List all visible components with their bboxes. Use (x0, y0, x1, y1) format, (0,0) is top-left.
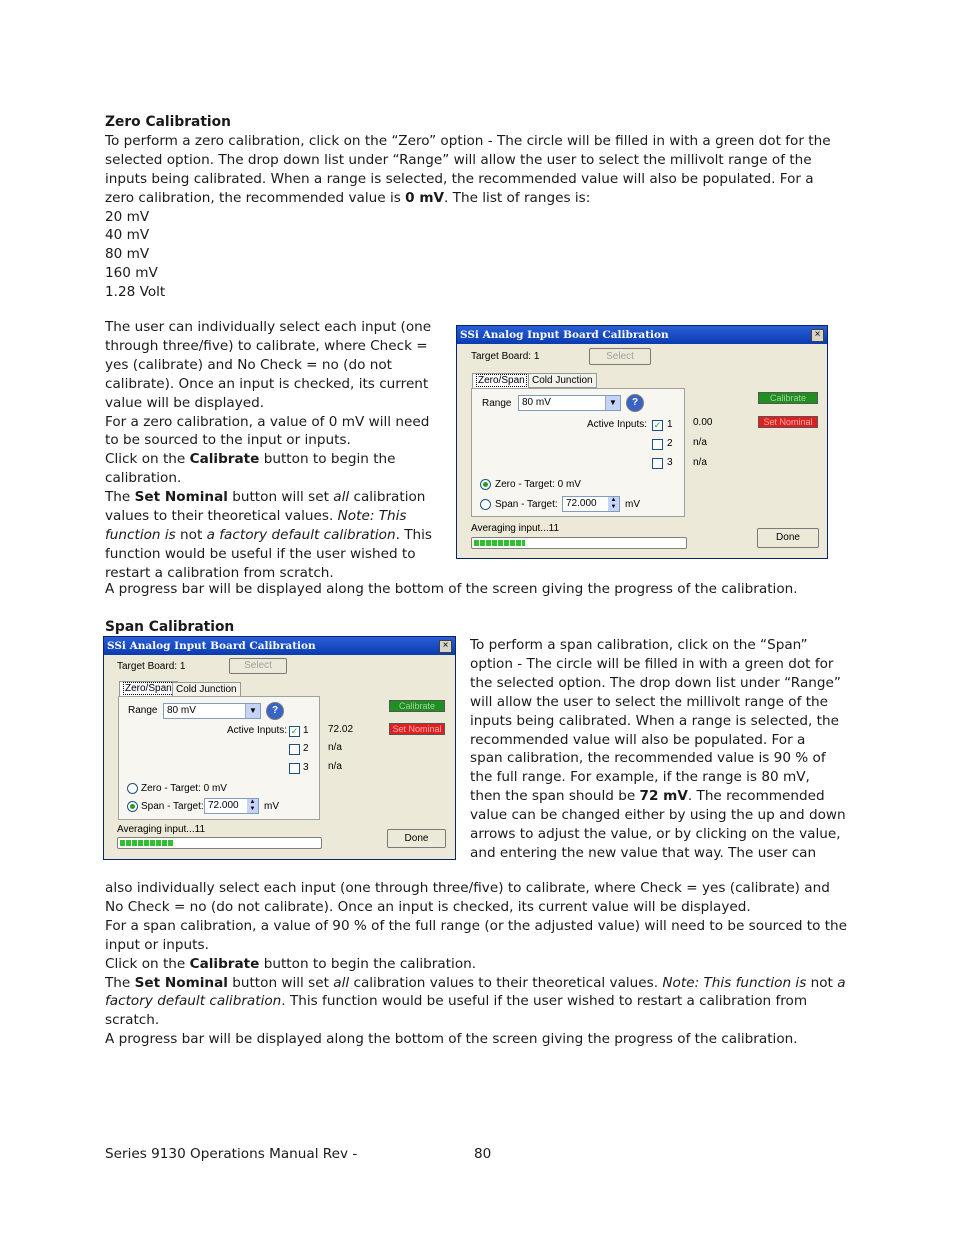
text-line: function is not a factory default calibration. This (105, 526, 432, 543)
input-1-checkbox[interactable]: ✓ (653, 420, 662, 430)
span-target-label: Span - Target: (495, 499, 558, 510)
input-1-value: 72.02 (328, 724, 354, 735)
select-button[interactable]: Select (589, 348, 651, 365)
span-value-input[interactable]: 72.000 ▲ ▼ (562, 496, 620, 512)
unit-label: mV (264, 801, 279, 812)
zero-target-label: Zero - Target: 0 mV (495, 479, 581, 490)
progress-fill (474, 540, 525, 546)
range-item: 160 mV (105, 265, 158, 282)
close-icon[interactable]: × (811, 329, 824, 342)
done-button[interactable]: Done (757, 528, 819, 548)
span-bottom-text (105, 879, 865, 1049)
calibrate-button[interactable]: Calibrate (758, 392, 818, 404)
done-button[interactable]: Done (387, 829, 446, 848)
active-inputs-label: Active Inputs: (227, 725, 288, 736)
averaging-label: Averaging input...11 (471, 523, 560, 534)
spinner-arrows-icon[interactable]: ▲ ▼ (608, 497, 619, 511)
chevron-down-icon: ▼ (245, 704, 260, 718)
help-icon[interactable]: ? (267, 703, 283, 719)
text-line: also individually select each input (one through three/five) to calibrate, where Check = yes (calibrate) and (105, 880, 830, 896)
input-2-checkbox[interactable] (652, 439, 663, 450)
target-board-label: Target Board: 1 (117, 661, 186, 672)
range-dropdown[interactable]: 80 mV ▼ (518, 395, 621, 411)
select-button[interactable]: Select (229, 658, 287, 674)
input-3-label: 3 (667, 457, 673, 468)
range-dropdown[interactable]: 80 mV ▼ (163, 703, 261, 719)
span-target-label: Span - Target: (141, 801, 204, 812)
text-line: then the span should be 72 mV. The recommended (470, 788, 825, 805)
calibration-dialog-span (103, 636, 456, 860)
close-icon[interactable]: × (439, 640, 452, 653)
range-label: Range (482, 398, 512, 409)
range-item: 1.28 Volt (105, 284, 166, 301)
zero-para-line: selected option. The drop down list under “Range” will allow the user to select the millivolt range of the (105, 151, 812, 168)
footer-manual: Series 9130 Operations Manual Rev - (105, 1146, 358, 1162)
text-line: The user can individually select each input (one (105, 319, 432, 335)
text-line: To perform a span calibration, click on the “Span” (470, 637, 808, 653)
input-2-label: 2 (303, 743, 309, 754)
text-line: restart a calibration from scratch. (105, 564, 334, 581)
tab-cold-junction[interactable]: Cold Junction (528, 373, 597, 388)
text-line: Click on the Calibrate button to begin the (105, 451, 396, 468)
text-line: the selected option. The drop down list under “Range” (470, 674, 841, 691)
text-line: values to their theoretical values. Note: This (105, 508, 407, 525)
input-2-label: 2 (667, 438, 673, 449)
averaging-label: Averaging input...11 (117, 824, 206, 835)
help-icon[interactable]: ? (627, 395, 643, 411)
text-line: and entering the new value that way. The user can (470, 844, 817, 861)
calibration-dialog-zero (456, 325, 828, 559)
text-line: For a zero calibration, a value of 0 mV will need (105, 413, 430, 430)
text-line: through three/five) to calibrate, where Check = (105, 337, 428, 354)
text-line: scratch. (105, 1012, 160, 1029)
span-right-text (470, 636, 870, 863)
zero-radio[interactable] (127, 783, 138, 794)
zero-para-line: inputs being calibrated. When a range is selected, the recommended value will also be populated. For a (105, 170, 814, 187)
input-2-value: n/a (693, 437, 707, 448)
text-line: The Set Nominal button will set all calibration (105, 489, 426, 506)
text-line: No Check = no (do not calibrate). Once an input is checked, its current value will be displayed. (105, 898, 751, 915)
text-line: calibrate). Once an input is checked, its current (105, 375, 429, 392)
zero-para-line: To perform a zero calibration, click on the “Zero” option - The circle will be filled in with a green dot for the (105, 132, 831, 149)
text-line: arrows to adjust the value, or by clicking on the value, (470, 826, 841, 843)
zero-left-text (105, 318, 445, 583)
range-item: 80 mV (105, 246, 150, 263)
span-radio[interactable] (480, 499, 491, 510)
input-2-value: n/a (328, 742, 342, 753)
text-line: input or inputs. (105, 936, 209, 953)
text-line: Click on the Calibrate button to begin the calibration. (105, 955, 477, 972)
span-value-input[interactable]: 72.000 ▲ ▼ (204, 798, 259, 814)
tab-zero-span[interactable]: Zero/Span (119, 681, 178, 697)
dialog-title: SSi Analog Input Board Calibration (457, 326, 827, 344)
input-3-value: n/a (328, 761, 342, 772)
zero-span-panel (471, 388, 685, 517)
dialog-title: SSi Analog Input Board Calibration (104, 637, 455, 655)
text-line: factory default calibration. This function would be useful if the user wished to restart a calibration from (105, 993, 808, 1010)
range-item: 20 mV (105, 208, 150, 225)
zero-para-line: zero calibration, the recommended value is 0 mV. The list of ranges is: (105, 189, 591, 206)
progress-fill (120, 840, 173, 846)
text-line: value will be displayed. (105, 394, 265, 411)
text-line: A progress bar will be displayed along the bottom of the screen giving the progress of the calibration. (105, 1031, 798, 1048)
calibrate-button[interactable]: Calibrate (389, 700, 445, 712)
range-label: Range (128, 705, 158, 716)
input-1-value: 0.00 (693, 417, 713, 428)
range-item: 40 mV (105, 227, 150, 244)
input-1-label: 1 (667, 419, 673, 430)
unit-label: mV (625, 499, 640, 510)
input-3-checkbox[interactable] (289, 763, 300, 774)
progress-bar (117, 837, 322, 849)
page-number: 80 (474, 1146, 492, 1162)
span-heading: Span Calibration (105, 619, 235, 635)
text-line: will allow the user to select the millivolt range of the (470, 693, 829, 710)
spinner-arrows-icon[interactable]: ▲ ▼ (247, 799, 258, 813)
text-line: the full range. For example, if the range is 80 mV, (470, 769, 810, 786)
text-line: yes (calibrate) and No Check = no (do not (105, 356, 392, 373)
zero-target-label: Zero - Target: 0 mV (141, 783, 227, 794)
set-nominal-button[interactable]: Set Nominal (758, 416, 818, 428)
text-line: option - The circle will be filled in with a green dot for (470, 655, 834, 672)
input-3-checkbox[interactable] (652, 458, 663, 469)
input-3-label: 3 (303, 762, 309, 773)
text-line: The Set Nominal button will set all calibration values to their theoretical values. Note: This function is not a (105, 974, 846, 991)
tab-zero-span[interactable]: Zero/Span (472, 373, 531, 389)
input-2-checkbox[interactable] (289, 744, 300, 755)
zero-progress-note: A progress bar will be displayed along the bottom of the screen giving the progress of the calibration. (105, 581, 798, 597)
text-line: inputs being calibrated. When a range is selected, the (470, 712, 839, 729)
text-line: span calibration, the recommended value is 90 % of (470, 750, 826, 767)
text-line: For a span calibration, a value of 90 % of the full range (or the adjusted value) will need to be sourced to the (105, 917, 848, 934)
text-line: value can be changed either by using the up and down (470, 807, 846, 824)
tab-cold-junction[interactable]: Cold Junction (172, 682, 241, 697)
set-nominal-button[interactable]: Set Nominal (389, 723, 445, 735)
text-line: recommended value will also be populated. For a (470, 731, 806, 748)
text-line: to be sourced to the input or inputs. (105, 432, 351, 449)
text-line: function would be useful if the user wished to (105, 545, 416, 562)
target-board-label: Target Board: 1 (471, 351, 540, 362)
input-1-checkbox[interactable]: ✓ (290, 726, 299, 736)
zero-section (105, 113, 865, 302)
input-1-label: 1 (303, 725, 309, 736)
zero-heading: Zero Calibration (105, 114, 231, 130)
text-line: calibration. (105, 470, 182, 487)
zero-span-panel (118, 696, 320, 820)
chevron-down-icon: ▼ (605, 396, 620, 410)
zero-radio[interactable] (480, 479, 491, 490)
span-radio[interactable] (127, 801, 138, 812)
progress-bar (471, 537, 687, 549)
input-3-value: n/a (693, 457, 707, 468)
active-inputs-label: Active Inputs: (587, 419, 648, 430)
